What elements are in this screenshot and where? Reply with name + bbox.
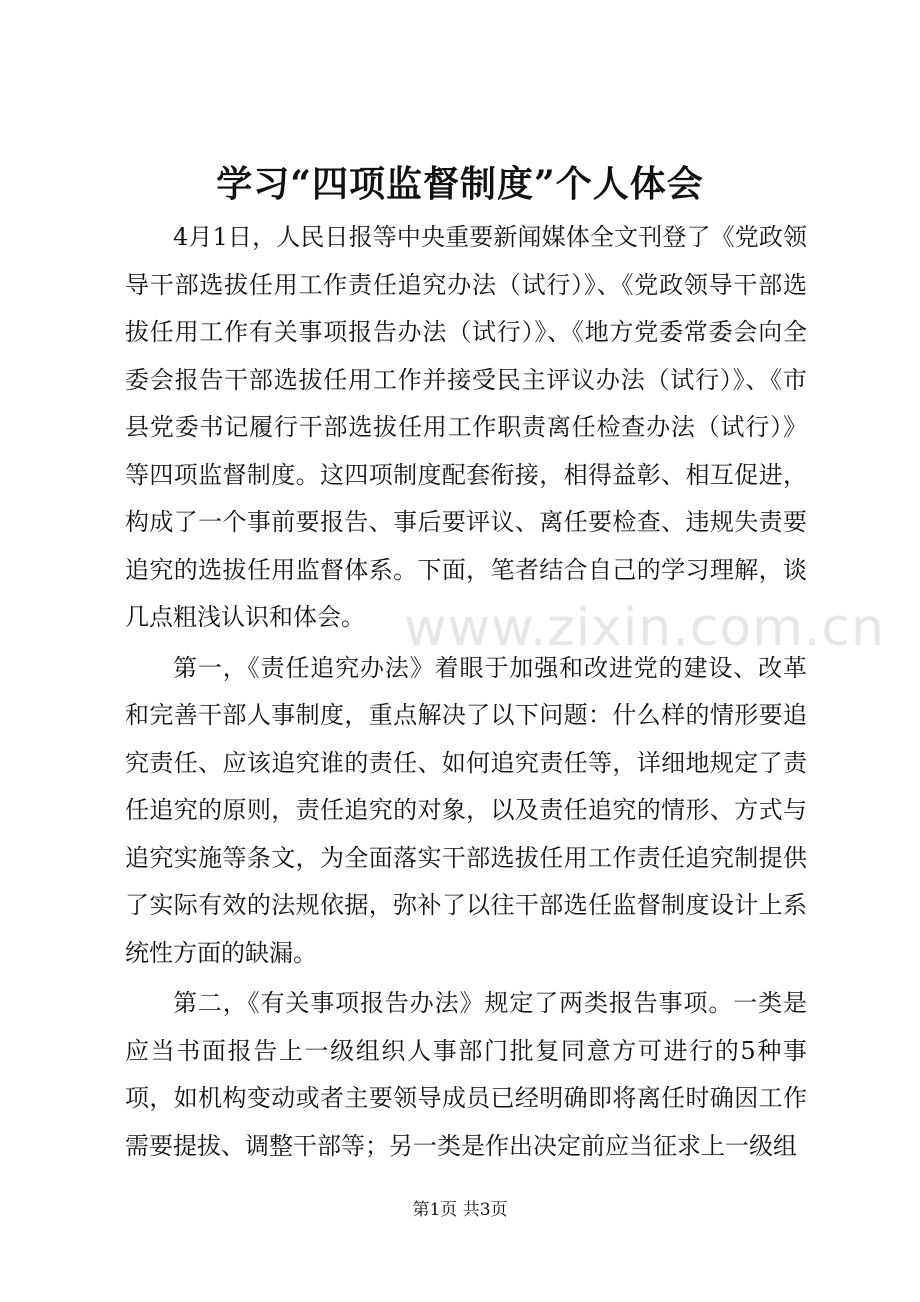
document-body <box>125 214 807 1173</box>
paragraph-intro: 4月1日，人民日报等中央重要新闻媒体全文刊登了《党政领导干部选拔任用工作责任追究办法（试行）》、《党政领导干部选拔任用工作有关事项报告办法（试行）》、《地方党委常委会向全委会报告干部选拔任用工作并接受民主评议办法（试行）》、《市县党委书记履行干部选拔任用工作职责离任检查办法（试行）》等四项监督制度。这四项制度配套衔接，相得益彰、相互促进，构成了一个事前要报告、事后要评议、离任要检查、违规失责要追究的选拔任用监督体系。下面，笔者结合自己的学习理解，谈几点粗浅认识和体会。 <box>125 223 807 631</box>
document-title: 学习“四项监督制度”个人体会 <box>216 163 704 205</box>
page-number-footer: 第1页 共3页 <box>412 1200 508 1220</box>
watermark: www.zixin.com.cn <box>404 598 885 658</box>
paragraph-first-point: 第一，《责任追究办法》着眼于加强和改进党的建设、改革和完善干部人事制度，重点解决了以下问题：什么样的情形要追究责任、应该追究谁的责任、如何追究责任等，详细地规定了责任追究的原则，责任追究的对象，以及责任追究的情形、方式与追究实施等条文，为全面落实干部选拔任用工作责任追究制提供了实际有效的法规依据，弥补了以往干部选任监督制度设计上系统性方面的缺漏。 <box>125 653 807 967</box>
paragraph-second-point: 第二，《有关事项报告办法》规定了两类报告事项。一类是应当书面报告上一级组织人事部门批复同意方可进行的5种事项，如机构变动或者主要领导成员已经明确即将离任时确因工作需要提拔、调整干部等；另一类是作出决定前应当征求上一级组 <box>125 989 807 1160</box>
